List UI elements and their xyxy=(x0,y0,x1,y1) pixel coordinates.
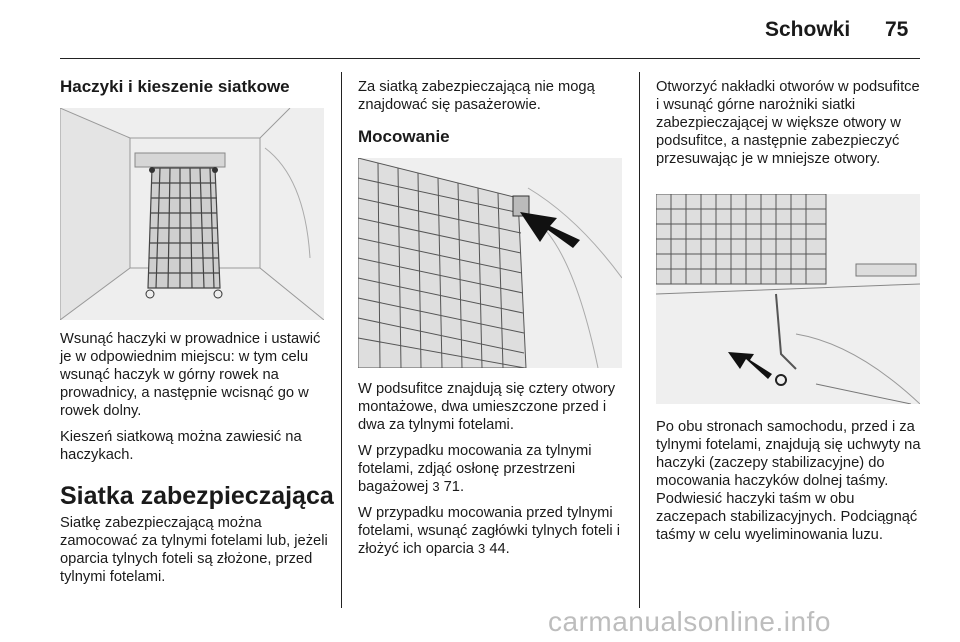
figure-net-pocket xyxy=(60,108,324,320)
figure-anchor-hooks xyxy=(656,194,920,404)
column-1-heading: Haczyki i kieszenie siatkowe xyxy=(60,77,290,96)
section-heading: Siatka zabezpieczająca xyxy=(60,482,334,510)
page-ref-arrow-icon: 3 xyxy=(478,541,486,556)
col3-paragraph-1: Po obu stronach samochodu, przed i za tylnymi fotelami, znajdują się uchwyty na haczyki (zaczepy stabilizacyjne) do mocowania haczyków dolnej taśmy. Podwiesić haczyki taśm w obu zaczepach stabilizacyjnych. Podciągnąć taśmy w celu wyeliminowania luzu. xyxy=(656,419,921,543)
page-header-title: Schowki xyxy=(765,18,851,41)
page-ref-arrow-icon: 3 xyxy=(432,479,440,494)
page-number: 75 xyxy=(885,18,909,41)
column-divider-2 xyxy=(639,72,640,608)
column-divider-1 xyxy=(341,72,342,608)
figure-mounting xyxy=(358,158,622,368)
watermark: carmanualsonline.info xyxy=(548,606,831,637)
col1-paragraph-2: Kieszeń siatkową można zawiesić na haczykach. xyxy=(60,429,302,463)
col2-paragraph-3: W przypadku mocowania przed tylnymi fotelami, wsunąć zagłówki tylnych foteli i złożyć ich oparcia 3 44. xyxy=(358,505,621,557)
header-rule xyxy=(60,58,920,59)
col2-paragraph-2: W przypadku mocowania za tylnymi fotelami, zdjąć osłonę przestrzeni bagażowej 3 71. xyxy=(358,443,592,495)
col2-paragraph-1: W podsufitce znajdują się cztery otwory montażowe, dwa umieszczone przed i dwa za tylnymi fotelami. xyxy=(358,381,616,433)
col2-paragraph-0: Za siatką zabezpieczającą nie mogą znajdować się pasażerowie. xyxy=(358,79,595,113)
mounting-heading: Mocowanie xyxy=(358,127,450,146)
col1-paragraph-1: Wsunąć haczyki w prowadnice i ustawić je w odpowiednim miejscu: w tym celu wsunąć haczyk w górny rowek na prowadnicy, a następnie wcisnąć go w rowek dolny. xyxy=(60,331,321,419)
col3-paragraph-0: Otworzyć nakładki otworów w podsufitce i wsunąć górne narożniki siatki zabezpieczającej w większe otwory w podsufitce, a następnie zabezpieczyć przesuwając je w mniejsze otwory. xyxy=(656,79,920,167)
col1-paragraph-3: Siatkę zabezpieczającą można zamocować za tylnymi fotelami lub, jeżeli oparcia tylnych foteli są złożone, przed tylnymi fotelami. xyxy=(60,515,328,585)
